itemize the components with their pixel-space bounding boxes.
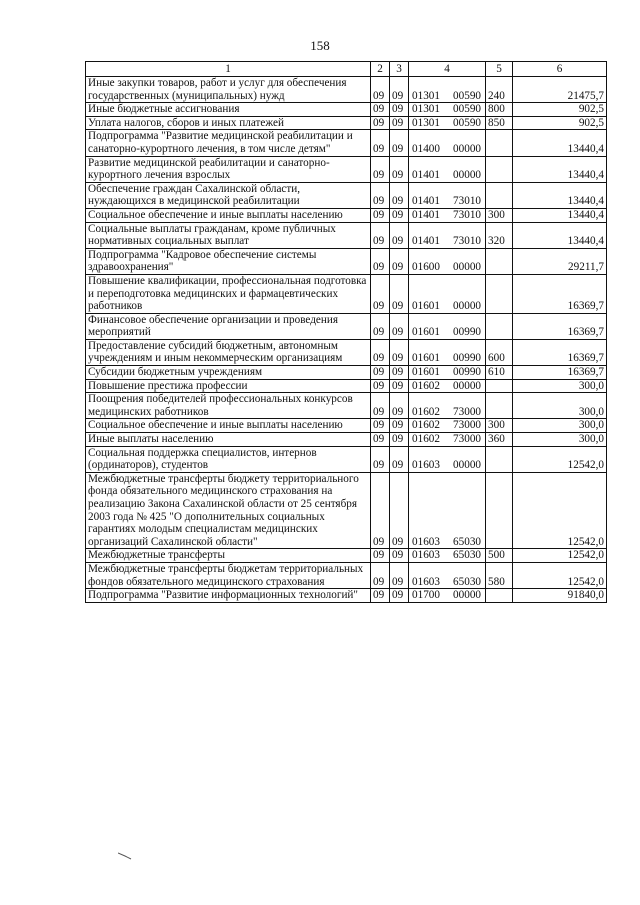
subsection-code-cell: 09 xyxy=(390,446,409,472)
subsection-code-cell: 09 xyxy=(390,156,409,182)
amount-cell: 21475,7 xyxy=(513,77,607,103)
subsection-code-cell: 09 xyxy=(390,77,409,103)
amount-cell: 12542,0 xyxy=(513,472,607,549)
expense-type-cell: 300 xyxy=(486,208,513,222)
target-code-cell xyxy=(409,446,486,472)
target-code-cell xyxy=(409,366,486,380)
direction-code: 73000 xyxy=(453,433,481,446)
column-header: 3 xyxy=(390,62,409,77)
section-code-cell: 09 xyxy=(371,562,390,588)
amount-cell: 300,0 xyxy=(513,419,607,433)
table-row xyxy=(86,103,607,117)
section-code-cell: 09 xyxy=(371,419,390,433)
target-code-cell xyxy=(409,562,486,588)
amount-cell: 13440,4 xyxy=(513,208,607,222)
program-code: 01601 xyxy=(412,326,440,339)
amount-cell: 300,0 xyxy=(513,393,607,419)
table-row xyxy=(86,222,607,248)
program-code: 01700 xyxy=(412,589,440,602)
amount-cell: 12542,0 xyxy=(513,549,607,563)
program-code: 01401 xyxy=(412,235,440,248)
amount-cell: 13440,4 xyxy=(513,222,607,248)
amount-cell: 12542,0 xyxy=(513,446,607,472)
expense-type-cell: 320 xyxy=(486,222,513,248)
subsection-code-cell: 09 xyxy=(390,433,409,447)
direction-code: 00000 xyxy=(453,459,481,472)
amount-cell: 16369,7 xyxy=(513,274,607,313)
section-code-cell: 09 xyxy=(371,393,390,419)
direction-code: 73010 xyxy=(453,208,481,221)
column-header: 4 xyxy=(409,62,486,77)
table-row xyxy=(86,472,607,549)
row-name-cell: Социальное обеспечение и иные выплаты населению xyxy=(86,419,371,433)
table-row xyxy=(86,339,607,365)
section-code-cell: 09 xyxy=(371,313,390,339)
direction-code: 65030 xyxy=(453,535,481,548)
amount-cell: 300,0 xyxy=(513,379,607,393)
program-code: 01602 xyxy=(412,379,440,392)
scan-mark xyxy=(118,852,132,860)
section-code-cell: 09 xyxy=(371,208,390,222)
program-code: 01602 xyxy=(412,433,440,446)
section-code-cell: 09 xyxy=(371,182,390,208)
section-code-cell: 09 xyxy=(371,130,390,156)
direction-code: 00990 xyxy=(453,326,481,339)
program-code: 01603 xyxy=(412,459,440,472)
row-name-cell: Обеспечение граждан Сахалинской области, нуждающихся в медицинской реабилитации xyxy=(86,182,371,208)
subsection-code-cell: 09 xyxy=(390,562,409,588)
row-name-cell: Межбюджетные трансферты бюджетам территориальных фондов обязательного медицинского страхования xyxy=(86,562,371,588)
expense-type-cell: 500 xyxy=(486,549,513,563)
direction-code: 00590 xyxy=(453,103,481,116)
subsection-code-cell: 09 xyxy=(390,589,409,603)
subsection-code-cell: 09 xyxy=(390,103,409,117)
table-row xyxy=(86,562,607,588)
table-row xyxy=(86,549,607,563)
subsection-code-cell: 09 xyxy=(390,116,409,130)
table-row xyxy=(86,274,607,313)
section-code-cell: 09 xyxy=(371,77,390,103)
section-code-cell: 09 xyxy=(371,446,390,472)
amount-cell: 16369,7 xyxy=(513,366,607,380)
program-code: 01601 xyxy=(412,366,440,379)
section-code-cell: 09 xyxy=(371,472,390,549)
subsection-code-cell: 09 xyxy=(390,248,409,274)
row-name-cell: Повышение квалификации, профессиональная подготовка и переподготовка медицинских и фармацевтических работников xyxy=(86,274,371,313)
row-name-cell: Межбюджетные трансферты бюджету территориального фонда обязательного медицинского страхования на реализацию Закона Сахалинской области от 25 сентября 2003 года № 425 "О дополнительных социальных гарантиях молодым специалистам медицинских организаций Сахалинской области" xyxy=(86,472,371,549)
subsection-code-cell: 09 xyxy=(390,182,409,208)
subsection-code-cell: 09 xyxy=(390,472,409,549)
subsection-code-cell: 09 xyxy=(390,393,409,419)
table-row xyxy=(86,156,607,182)
section-code-cell: 09 xyxy=(371,549,390,563)
expense-type-cell: 300 xyxy=(486,419,513,433)
row-name-cell: Иные выплаты населению xyxy=(86,433,371,447)
expense-type-cell xyxy=(486,379,513,393)
program-code: 01301 xyxy=(412,89,440,102)
target-code-cell xyxy=(409,116,486,130)
target-code-cell xyxy=(409,339,486,365)
table-row xyxy=(86,77,607,103)
expense-type-cell xyxy=(486,393,513,419)
table-row xyxy=(86,313,607,339)
table-row xyxy=(86,116,607,130)
row-name-cell: Межбюджетные трансферты xyxy=(86,549,371,563)
row-name-cell: Подпрограмма "Кадровое обеспечение системы здравоохранения" xyxy=(86,248,371,274)
expense-type-cell xyxy=(486,248,513,274)
expense-type-cell: 240 xyxy=(486,77,513,103)
subsection-code-cell: 09 xyxy=(390,313,409,339)
table-row xyxy=(86,433,607,447)
section-code-cell: 09 xyxy=(371,433,390,447)
row-name-cell: Уплата налогов, сборов и иных платежей xyxy=(86,116,371,130)
subsection-code-cell: 09 xyxy=(390,130,409,156)
direction-code: 65030 xyxy=(453,575,481,588)
column-header: 6 xyxy=(513,62,607,77)
table-row xyxy=(86,208,607,222)
expense-type-cell: 600 xyxy=(486,339,513,365)
direction-code: 00000 xyxy=(453,589,481,602)
table-row xyxy=(86,419,607,433)
table-row xyxy=(86,379,607,393)
target-code-cell xyxy=(409,182,486,208)
program-code: 01602 xyxy=(412,419,440,432)
row-name-cell: Иные бюджетные ассигнования xyxy=(86,103,371,117)
expense-type-cell xyxy=(486,274,513,313)
target-code-cell xyxy=(409,103,486,117)
target-code-cell xyxy=(409,274,486,313)
amount-cell: 13440,4 xyxy=(513,182,607,208)
target-code-cell xyxy=(409,313,486,339)
row-name-cell: Повышение престижа профессии xyxy=(86,379,371,393)
table-row xyxy=(86,248,607,274)
row-name-cell: Финансовое обеспечение организации и проведения мероприятий xyxy=(86,313,371,339)
row-name-cell: Социальное обеспечение и иные выплаты населению xyxy=(86,208,371,222)
subsection-code-cell: 09 xyxy=(390,366,409,380)
row-name-cell: Предоставление субсидий бюджетным, автономным учреждениям и иным некоммерческим организациям xyxy=(86,339,371,365)
target-code-cell xyxy=(409,130,486,156)
expense-type-cell: 850 xyxy=(486,116,513,130)
target-code-cell xyxy=(409,156,486,182)
row-name-cell: Иные закупки товаров, работ и услуг для обеспечения государственных (муниципальных) нужд xyxy=(86,77,371,103)
row-name-cell: Субсидии бюджетным учреждениям xyxy=(86,366,371,380)
program-code: 01601 xyxy=(412,352,440,365)
subsection-code-cell: 09 xyxy=(390,549,409,563)
section-code-cell: 09 xyxy=(371,248,390,274)
amount-cell: 13440,4 xyxy=(513,130,607,156)
program-code: 01401 xyxy=(412,208,440,221)
subsection-code-cell: 09 xyxy=(390,339,409,365)
page-number: 158 xyxy=(310,38,330,53)
table-header-row xyxy=(86,62,607,77)
expense-type-cell xyxy=(486,313,513,339)
direction-code: 73010 xyxy=(453,195,481,208)
amount-cell: 902,5 xyxy=(513,116,607,130)
direction-code: 73000 xyxy=(453,419,481,432)
program-code: 01601 xyxy=(412,300,440,313)
program-code: 01603 xyxy=(412,549,440,562)
direction-code: 73010 xyxy=(453,235,481,248)
program-code: 01301 xyxy=(412,103,440,116)
section-code-cell: 09 xyxy=(371,156,390,182)
table-row xyxy=(86,130,607,156)
expense-type-cell xyxy=(486,472,513,549)
table-row xyxy=(86,589,607,603)
row-name-cell: Развитие медицинской реабилитации и санаторно-курортного лечения взрослых xyxy=(86,156,371,182)
target-code-cell xyxy=(409,549,486,563)
budget-table xyxy=(85,61,607,603)
subsection-code-cell: 09 xyxy=(390,419,409,433)
expense-type-cell xyxy=(486,182,513,208)
direction-code: 65030 xyxy=(453,549,481,562)
amount-cell: 13440,4 xyxy=(513,156,607,182)
direction-code: 00990 xyxy=(453,352,481,365)
row-name-cell: Поощрения победителей профессиональных конкурсов медицинских работников xyxy=(86,393,371,419)
column-header: 1 xyxy=(86,62,371,77)
target-code-cell xyxy=(409,208,486,222)
amount-cell: 29211,7 xyxy=(513,248,607,274)
column-header: 2 xyxy=(371,62,390,77)
target-code-cell xyxy=(409,393,486,419)
target-code-cell xyxy=(409,222,486,248)
target-code-cell xyxy=(409,379,486,393)
table-row xyxy=(86,446,607,472)
direction-code: 00590 xyxy=(453,89,481,102)
row-name-cell: Социальные выплаты гражданам, кроме публичных нормативных социальных выплат xyxy=(86,222,371,248)
table-row xyxy=(86,182,607,208)
section-code-cell: 09 xyxy=(371,103,390,117)
amount-cell: 16369,7 xyxy=(513,339,607,365)
expense-type-cell: 580 xyxy=(486,562,513,588)
program-code: 01603 xyxy=(412,575,440,588)
subsection-code-cell: 09 xyxy=(390,274,409,313)
section-code-cell: 09 xyxy=(371,366,390,380)
row-name-cell: Подпрограмма "Развитие медицинской реабилитации и санаторно-курортного лечения, в том числе детям" xyxy=(86,130,371,156)
direction-code: 00000 xyxy=(453,142,481,155)
section-code-cell: 09 xyxy=(371,339,390,365)
direction-code: 00000 xyxy=(453,169,481,182)
amount-cell: 902,5 xyxy=(513,103,607,117)
expense-type-cell: 610 xyxy=(486,366,513,380)
section-code-cell: 09 xyxy=(371,222,390,248)
target-code-cell xyxy=(409,419,486,433)
subsection-code-cell: 09 xyxy=(390,208,409,222)
program-code: 01401 xyxy=(412,195,440,208)
table-row xyxy=(86,366,607,380)
target-code-cell xyxy=(409,77,486,103)
direction-code: 00000 xyxy=(453,379,481,392)
program-code: 01603 xyxy=(412,535,440,548)
amount-cell: 300,0 xyxy=(513,433,607,447)
section-code-cell: 09 xyxy=(371,379,390,393)
program-code: 01602 xyxy=(412,405,440,418)
expense-type-cell xyxy=(486,446,513,472)
section-code-cell: 09 xyxy=(371,274,390,313)
subsection-code-cell: 09 xyxy=(390,379,409,393)
expense-type-cell xyxy=(486,130,513,156)
direction-code: 00000 xyxy=(453,261,481,274)
row-name-cell: Подпрограмма "Развитие информационных технологий" xyxy=(86,589,371,603)
expense-type-cell xyxy=(486,589,513,603)
target-code-cell xyxy=(409,589,486,603)
amount-cell: 16369,7 xyxy=(513,313,607,339)
program-code: 01301 xyxy=(412,116,440,129)
amount-cell: 12542,0 xyxy=(513,562,607,588)
program-code: 01600 xyxy=(412,261,440,274)
target-code-cell xyxy=(409,248,486,274)
direction-code: 00990 xyxy=(453,366,481,379)
program-code: 01401 xyxy=(412,169,440,182)
program-code: 01400 xyxy=(412,142,440,155)
direction-code: 73000 xyxy=(453,405,481,418)
row-name-cell: Социальная поддержка специалистов, интернов (ординаторов), студентов xyxy=(86,446,371,472)
expense-type-cell: 360 xyxy=(486,433,513,447)
column-header: 5 xyxy=(486,62,513,77)
subsection-code-cell: 09 xyxy=(390,222,409,248)
expense-type-cell: 800 xyxy=(486,103,513,117)
table-row xyxy=(86,393,607,419)
target-code-cell xyxy=(409,472,486,549)
amount-cell: 91840,0 xyxy=(513,589,607,603)
direction-code: 00590 xyxy=(453,116,481,129)
section-code-cell: 09 xyxy=(371,116,390,130)
direction-code: 00000 xyxy=(453,300,481,313)
section-code-cell: 09 xyxy=(371,589,390,603)
expense-type-cell xyxy=(486,156,513,182)
target-code-cell xyxy=(409,433,486,447)
